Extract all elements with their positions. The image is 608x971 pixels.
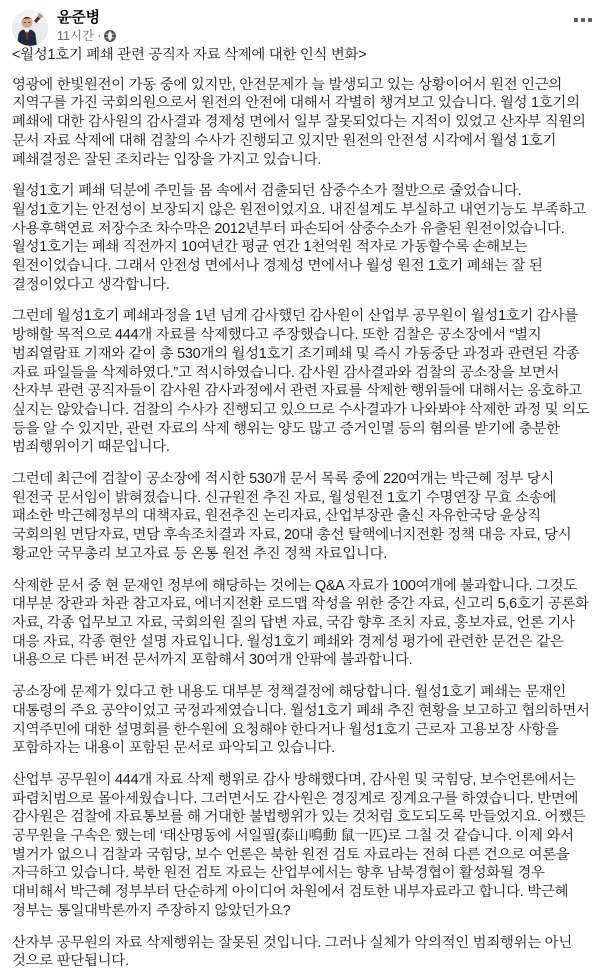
globe-icon[interactable] [104, 30, 116, 42]
post-timestamp[interactable]: 11시간 [57, 29, 95, 43]
post-paragraph: 월성1호기 폐쇄 덕분에 주민들 몸 속에서 검출되던 삼중수소가 절반으로 줄었습니다. 월성1호기는 안전성이 보장되지 않은 원전이었지요. 내진설계도 부실하고 내연기능도 부족하고 사용후핵연료 저장수조 차수막은 2012년부터 파손되어 삼중수소가 유출된 원전이었습니다. 월성1호기는 폐쇄 직전까지 10여년간 평균 연간 1천억원 적자로 가동할수록 손해보는 원전이었습니다. 그래서 안전성 면에서나 경제성 면에서나 월성 원전 1호기 폐쇄는 잘 된 결정이었다고 생각합니다. [12, 183, 586, 293]
dot [588, 18, 592, 22]
post-paragraph: 그런데 월성1호기 폐쇄과정을 1년 넘게 감사했던 감사원이 산업부 공무원이 월성1호기 감사를 방해할 목적으로 444개 자료를 삭제했다고 주장했습니다. 또한 검찰은 공소장에서 “별지 범죄열람표 기재와 같이 총 530개의 월성1호기 조기폐쇄 및 즉시 가동중단 과정과 관련된 각종 자료 파일들을 삭제하였다.”고 적시하였습니다. 감사원 감사결과와 검찰의 공소장을 보면서 산자부 관련 공직자들이 감사원 감사과정에서 관련 자료를 삭제한 행위들에 대해서는 옹호하고 싶지는 않았습니다. 검찰의 수사가 진행되고 있으므로 수사결과가 나와봐야 삭제한 과정 및 의도 등을 알 수 있지만, 관련 자료의 삭제 행위는 양도 많고 증거인멸 등의 혐의를 받기에 충분한 범죄행위이기 때문입니다. [12, 308, 590, 456]
avatar[interactable] [12, 10, 48, 46]
meta-separator: · [97, 29, 102, 43]
profile-photo-image [12, 10, 48, 46]
more-options-icon[interactable] [574, 18, 592, 22]
post-title-line: <월성1호기 폐쇄 관련 공직자 자료 삭제에 대한 인식 변화> [12, 47, 367, 63]
post-author-block [57, 9, 116, 44]
post-paragraph: 산자부 공무원의 자료 삭제행위는 잘못된 것입니다. 그러나 실체가 악의적인 범죄행위는 아닌 것으로 판단됩니다. [12, 934, 572, 970]
post-paragraph: 삭제한 문서 중 현 문재인 정부에 해당하는 것에는 Q&A 자료가 100여개에 불과합니다. 그것도 대부분 장관과 차관 참고자료, 에너지전환 로드맵 작성을 위한 중간 자료, 신고리 5,6호기 공론화 자료, 각종 업무보고 자료, 국회의원 질의 답변 자료, 국감 향후 조치 자료, 홍보자료, 언론 기사 대응 자료, 각종 현안 설명 자료입니다. 월성1호기 폐쇄와 경제성 평가에 관련한 문건은 같은 내용으로 다른 버전 문서까지 포함해서 30여개 안팎에 불과합니다. [12, 577, 589, 669]
post-paragraph: 공소장에 문제가 있다고 한 내용도 대부분 정책결정에 해당합니다. 월성1호기 폐쇄는 문재인 대통령의 주요 공약이었고 국정과제였습니다. 월성1호기 폐쇄 추진 현황을 보고하고 협의하면서 지역주민에 대한 설명회를 한수원에 요청해야 한다거나 월성1호기 근로자 고용보장 사항을 포함하자는 내용이 포함된 문서로 파악되고 있습니다. [12, 684, 590, 757]
post-paragraph: 그런데 최근에 검찰이 공소장에 적시한 530개 문서 목록 중에 220여개는 박근혜 정부 당시 원전국 문서임이 밝혀졌습니다. 신규원전 추진 자료, 월성원전 1호기 수명연장 무효 소송에 패소한 박근혜정부의 대책자료, 원전추진 논리자료, 산업부장관 출신 자유한국당 윤상직 국회의원 면담자료, 면담 후속조치결과 자료, 20대 총선 탈핵에너지전환 정책 대응 자료, 당시 황교안 국무총리 보고자료 등 온통 원전 추진 정책 자료입니다. [12, 471, 572, 562]
post-header [0, 0, 608, 46]
author-name[interactable]: 윤준병 [57, 9, 100, 26]
post-paragraph: 산업부 공무원이 444개 자료 삭제 행위로 감사 방해했다며, 감사원 및 국힘당, 보수언론에서는 파렴치범으로 몰아세웠습니다. 그러면서도 감사원은 경징계로 징계요구를 하였습니다. 반면에 감사원은 검찰에 자료통보를 해 거대한 불법행위가 있는 것처럼 호도되도록 만들었지요. 어쨌든 공무원을 구속은 했는데 ‘태산명동에 서일필(泰山鳴動 鼠一匹)로 그칠 것 같습니다. 이제 와서 별거가 없으니 검찰과 국힘당, 보수 언론은 북한 원전 검토 자료라는 전혀 다른 건으로 여론을 자극하고 있습니다. 북한 원전 검토 자료는 산업부에서는 향후 남북경협이 활성화될 경우 대비해서 박근혜 정부부터 단순하게 아이디어 차원에서 검토한 내부자료라고 합니다. 박근혜 정부는 통일대박론까지 주장하지 않았던가요? [12, 771, 586, 919]
dot [574, 18, 578, 22]
dot [581, 18, 585, 22]
post-meta [57, 28, 116, 44]
post-body [0, 46, 608, 971]
post-paragraph: 영광에 한빛원전이 가동 중에 있지만, 안전문제가 늘 발생되고 있는 상황이어서 원전 인근의 지역구를 가진 국회의원으로서 원전의 안전에 대해서 각별히 챙겨보고 있습니다. 월성 1호기의 폐쇄에 대한 감사원의 감사결과 경제성 면에서 일부 잘못되었다는 지적이 있었고 산자부 직원의 문서 자료 삭제에 대해 검찰의 수사가 진행되고 있지만 원전의 안전성 시각에서 월성 1호기 폐쇄결정은 잘된 조치라는 입장을 가지고 있습니다. [12, 76, 586, 168]
